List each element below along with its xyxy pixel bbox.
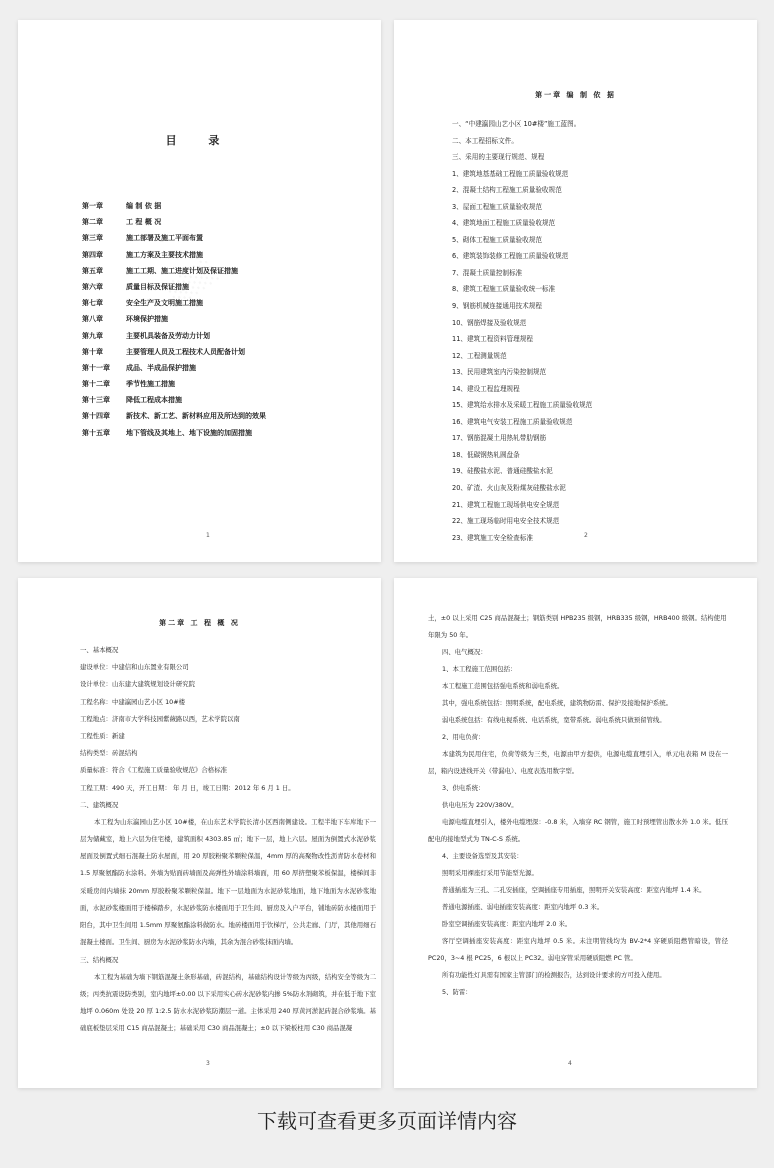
paragraph: 供电电压为 220V/380V。 — [442, 801, 518, 809]
list-item: 8、建筑工程施工质量验收统一标准 — [452, 285, 556, 294]
paragraph: 本工程施工范围包括强电系统和弱电系统。 — [442, 682, 564, 690]
toc-entry — [82, 311, 362, 327]
list-item: 3、屋面工程施工质量验收规范 — [452, 202, 542, 211]
list-item: 11、建筑工程资料管理规程 — [452, 335, 533, 344]
toc-chapter-title: 环境保护措施 — [126, 315, 168, 324]
toc-chapter-title: 工 程 概 况 — [126, 218, 162, 227]
paragraph: 普通电源插座、弱电插座安装高度：距室内地坪 0.3 米。 — [442, 903, 604, 911]
toc-entry — [82, 328, 362, 344]
toc-entry — [82, 214, 362, 230]
paragraph: 2、用电负荷： — [442, 733, 485, 741]
paragraph: 普通插座为三孔、二孔安插座，空调插座专用插座，照明开关安装高度：距室内地坪 1.4 米。 — [442, 886, 706, 894]
toc-chapter-title: 主要机具装备及劳动力计划 — [126, 331, 210, 340]
toc-entry — [82, 360, 362, 376]
list-item: 22、施工现场临时用电安全技术规范 — [452, 517, 560, 526]
paragraph: 四、电气概况： — [442, 648, 487, 656]
toc-chapter-number: 第三章 — [82, 234, 103, 243]
toc-chapter-title: 主要管理人员及工程技术人员配备计划 — [126, 347, 245, 356]
text-line: 工程工期：490 天，开工日期： 年 月 日，竣工日期：2012 年 6 月 1 日。 — [80, 783, 295, 792]
toc-chapter-title: 安全生产及文明施工措施 — [126, 299, 203, 308]
text-line: 工程性质：新建 — [80, 731, 125, 740]
section-heading: 三、结构概况 — [80, 955, 119, 964]
toc-chapter-title: 新技术、新工艺、新材料应用及所达到的效果 — [126, 412, 266, 421]
list-item: 15、建筑给水排水及采暖工程施工质量验收规范 — [452, 401, 593, 410]
text-line: 工程地点：济南市大学科技园紫薇路以西，艺术学院以南 — [80, 714, 240, 723]
toc-chapter-title: 施工方案及主要技术措施 — [126, 250, 203, 259]
toc-entry — [82, 408, 362, 424]
list-item: 12、工程测量规范 — [452, 351, 507, 360]
toc-chapter-title: 施工工期、施工进度计划及保证措施 — [126, 266, 238, 275]
paragraph: 其中，强电系统包括：照明系统，配电系统，建筑物防雷、保护及接地保护系统。 — [442, 699, 673, 707]
toc-chapter-title: 编 制 依 据 — [126, 202, 162, 210]
list-item: 23、建筑施工安全检查标准 — [452, 533, 533, 542]
toc-entry — [82, 295, 362, 311]
paragraph: 5、防雷： — [442, 988, 472, 996]
toc-chapter-title: 施工部署及施工平面布置 — [126, 234, 203, 243]
toc-chapter-title: 质量目标及保证措施 — [126, 282, 189, 291]
toc-chapter-number: 第十章 — [82, 347, 103, 356]
list-item: 二、本工程招标文件。 — [452, 136, 518, 145]
toc-entry — [82, 344, 362, 360]
toc-chapter-number: 第一章 — [82, 202, 103, 210]
paragraph: 所有功能性灯具需有国家主管部门的检测报告，达到设计要求的方可投入使用。 — [442, 971, 666, 979]
toc-chapter-number: 第二章 — [82, 218, 103, 227]
chapter-title: 第一章 编 制 依 据 — [535, 91, 616, 99]
paragraph: 本建筑为民用住宅，负荷等级为三类，电源由甲方提供，电源电缆直埋引入，单元电表箱 M 设在一层，箱内设进线开关（带漏电）、电度表选用数字型。 — [428, 750, 728, 775]
toc-chapter-number: 第十二章 — [82, 380, 110, 389]
toc-title: 目 录 — [165, 134, 234, 147]
text-line: 工程名称：中建瀛园山艺小区 10#楼 — [80, 697, 185, 706]
reference-list — [452, 116, 742, 546]
paragraph: 1、本工程施工范围包括： — [442, 665, 517, 673]
text-line: 设计单位：山东建大建筑规划设计研究院 — [80, 680, 196, 689]
document-page-1 — [18, 20, 381, 562]
paragraph: 本工程为山东瀛园山艺小区 10#楼，在山东艺术学院长清小区西南侧建设。工程半地下车库地下一层为储藏室，地上六层为住宅楼，建筑面积 4303.85 ㎡；地下一层，地上六层。屋面为倒置式水泥砂浆屋面及倒置式细石混凝土防水屋面，用 20 厚胶粉聚苯颗粒保温，4mm 厚的高聚物改性沥青防水卷材和 1.5 厚聚氨酯防水涂料。外墙为贴面砖墙面及高弹性外墙涂料墙面，用 60 厚挤塑聚苯板保温，楼梯间非采暖房间内墙抹 20mm 厚胶粉聚苯颗粒保温。地下一层地面为水泥砂浆地面，地下地面为水泥砂浆地面，水泥砂浆楼面用于楼梯踏步，水泥砂浆防水楼面用于卫生间、厨房及入户平台，铺地砖防水楼面用于阳台，其中卫生间用 1.5mm 厚聚氨酯涂料做防水。地砖楼面用于饮梯厅，公共走廊、门厅，其他用细石混凝土楼面。卫生间、厨房为水泥砂浆防水内墙，其余为混合砂浆抹面内墙。 — [80, 817, 376, 947]
paragraph: 土，±0 以上采用 C25 商品混凝土；钢筋类别 HPB235 级钢，HRB335 级钢，HRB400 级钢。结构使用年限为 50 年。 — [428, 614, 727, 639]
text-line: 二、建筑概况 — [80, 800, 119, 809]
list-item: 9、钢筋机械连接通用技术规程 — [452, 302, 542, 311]
toc-chapter-number: 第九章 — [82, 331, 103, 340]
list-item: 17、钢筋混凝土用热轧带肋钢筋 — [452, 434, 547, 443]
toc-entry — [82, 198, 362, 214]
toc-chapter-number: 第六章 — [82, 282, 103, 291]
toc-chapter-title: 地下管线及其地上、地下设施的加固措施 — [126, 428, 252, 437]
chapter-title: 第二章 工 程 概 况 — [159, 619, 240, 627]
list-item: 14、建设工程监理规程 — [452, 384, 520, 393]
toc-entry — [82, 392, 362, 408]
toc-entry — [82, 376, 362, 392]
toc-chapter-number: 第四章 — [82, 250, 103, 259]
paragraph: 本工程为基础为墙下钢筋混凝土条形基础，砖混结构，基础结构设计等级为丙级，结构安全等级为二级；丙类抗震设防类别，室内地坪±0.00 以下采用实心砖水泥砂浆内掺 5%防水剂砌筑，并在低于地下室地坪 0.060m 处设 20 厚 1:2.5 防水水泥砂浆防潮层一道。主体采用 240 厚黄河淤泥砖混合砂浆墙。基础底板垫层采用 C15 商品混凝土；基础采用 C30 商品混凝土；±0 以下梁板柱用 C30 商品混凝 — [80, 972, 376, 1033]
page-number: 3 — [206, 1060, 210, 1067]
toc-chapter-title: 降低工程成本措施 — [126, 396, 182, 405]
list-item: 一、“中建瀛园山艺小区 10#楼”施工蓝图。 — [452, 120, 581, 128]
page-number: 2 — [584, 532, 588, 539]
list-item: 7、混凝土质量控制标准 — [452, 268, 523, 277]
paragraph: 3、供电系统： — [442, 784, 485, 792]
toc-entry — [82, 263, 362, 279]
toc-chapter-number: 第十四章 — [82, 412, 110, 421]
list-item: 6、建筑装饰装修工程施工质量验收规范 — [452, 252, 569, 261]
text-line: 建设单位：中建信和山东置业有限公司 — [80, 663, 189, 672]
list-item: 13、民用建筑室内污染控制规范 — [452, 368, 547, 377]
paragraph: 弱电系统包括：有线电视系统、电话系统，宽带系统。弱电系统只做预留管线。 — [442, 716, 666, 724]
document-page-2 — [394, 20, 757, 562]
page-body — [428, 610, 728, 1001]
list-item: 4、建筑地面工程施工质量验收规范 — [452, 219, 556, 228]
list-item: 2、混凝土结构工程施工质量验收规范 — [452, 186, 562, 195]
list-item: 18、低碳钢热轧圆盘条 — [452, 450, 520, 459]
table-of-contents — [82, 198, 362, 441]
page-number: 4 — [568, 1060, 572, 1067]
list-item: 19、硅酸盐水泥、普通硅酸盐水泥 — [452, 467, 553, 476]
toc-entry — [82, 425, 362, 441]
list-item: 21、建筑工程施工现场供电安全规范 — [452, 500, 560, 509]
list-item: 20、矿渣、火山灰及粉煤灰硅酸盐水泥 — [452, 484, 566, 493]
toc-chapter-title: 成品、半成品保护措施 — [126, 363, 196, 372]
paragraph: 卧室空调插座安装高度：距室内地坪 2.0 米。 — [442, 920, 572, 928]
toc-chapter-number: 第七章 — [82, 299, 103, 308]
text-line: 质量标准：符合《工程施工质量验收规范》合格标准 — [80, 766, 227, 775]
list-item: 16、建筑电气安装工程施工质量验收规范 — [452, 417, 573, 426]
text-line: 结构类型：砖混结构 — [80, 749, 138, 758]
toc-entry — [82, 230, 362, 246]
list-item: 1、建筑地基基础工程施工质量验收规范 — [452, 169, 569, 178]
text-line: 一、基本概况 — [80, 646, 119, 654]
list-item: 三、采用的主要现行规范、规程 — [452, 153, 545, 162]
download-hint-text: 下载可查看更多页面详情内容 — [257, 1109, 517, 1133]
page-body — [80, 642, 376, 1038]
paragraph: 电源电缆直埋引入，楼外电缆埋深：-0.8 米，入墙穿 RC 钢管，施工时预埋管出散水外 1.0 米。低压配电的接地型式为 TN-C-S 系统。 — [428, 818, 728, 843]
toc-chapter-number: 第十五章 — [82, 428, 110, 437]
list-item: 5、砌体工程施工质量验收规范 — [452, 235, 542, 244]
paragraph: 4、主要设备选型及其安装： — [442, 852, 523, 860]
page-number: 1 — [206, 532, 210, 539]
paragraph: 照明采用裸座灯采用节能型光源。 — [442, 869, 538, 877]
document-page-4 — [394, 578, 757, 1088]
toc-chapter-number: 第八章 — [82, 315, 103, 324]
toc-entry — [82, 279, 362, 295]
toc-chapter-number: 第五章 — [82, 266, 103, 275]
toc-chapter-title: 季节性施工措施 — [126, 380, 175, 389]
toc-entry — [82, 247, 362, 263]
paragraph: 客厅空调插座安装高度：距室内地坪 0.5 米。未注明管线均为 BV-2*4 穿硬质阻燃管暗设，管径 PC20，3~4 根 PC25，6 根以上 PC32。弱电穿管采用硬质阻燃 PC 管。 — [428, 937, 728, 962]
list-item: 10、钢筋焊接及验收规范 — [452, 318, 527, 327]
toc-chapter-number: 第十一章 — [82, 363, 110, 372]
toc-chapter-number: 第十三章 — [82, 396, 110, 405]
document-page-3 — [18, 578, 381, 1088]
